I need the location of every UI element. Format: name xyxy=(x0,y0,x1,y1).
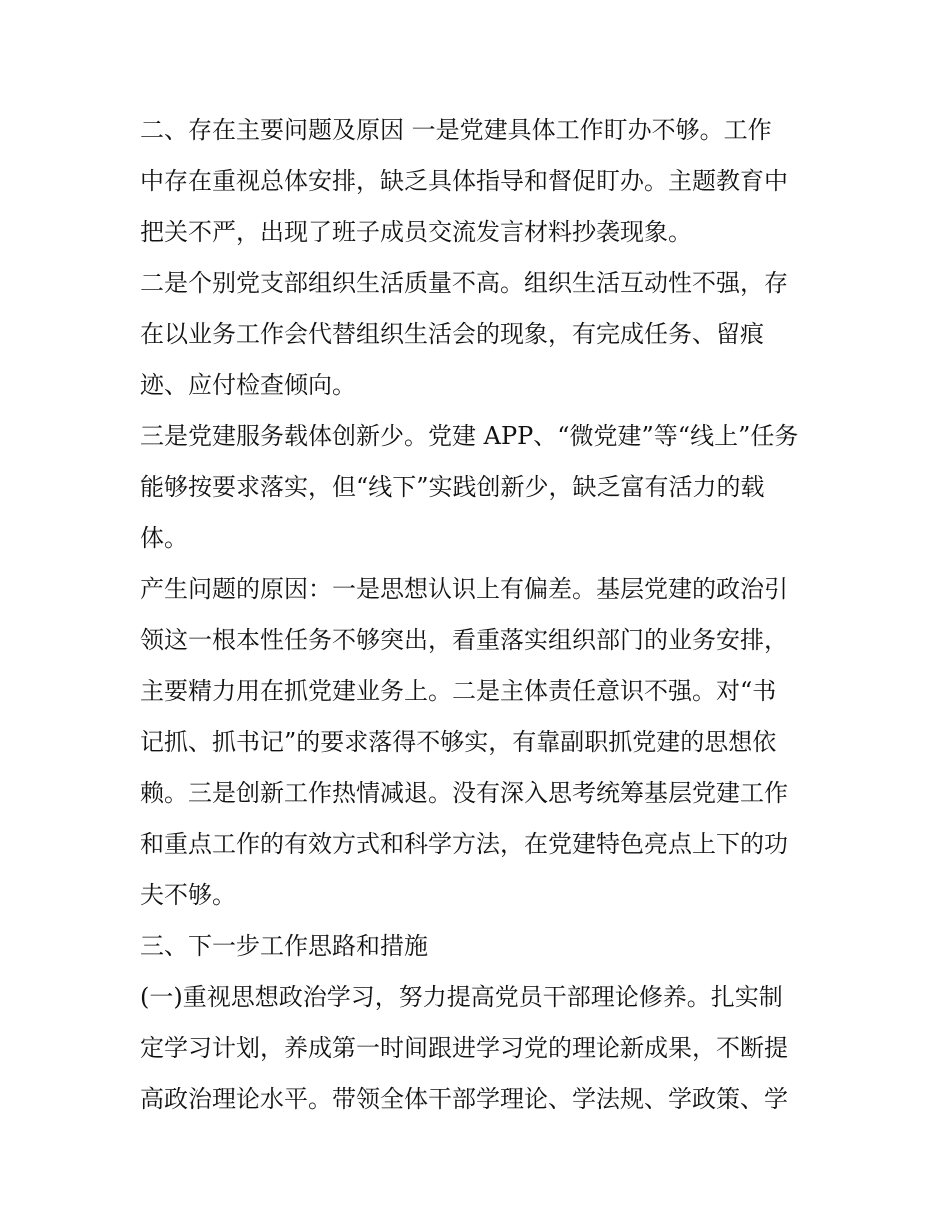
text-line-12: 主要精力用在抓党建业务上。二是主体责任意识不强。对“书 xyxy=(140,677,777,705)
text-line-13: 记抓、抓书记”的要求落得不够实，有靠副职抓党建的思想依 xyxy=(140,728,777,756)
text-line-10: 产生问题的原因：一是思想认识上有偏差。基层党建的政治引 xyxy=(140,575,788,603)
text-line-6: 迹、应付检查倾向。 xyxy=(140,371,356,399)
text-line-2: 中存在重视总体安排，缺乏具体指导和督促盯办。主题教育中 xyxy=(140,167,788,195)
text-line-19: 定学习计划，养成第一时间跟进学习党的理论新成果，不断提 xyxy=(140,1034,788,1062)
text-line-5: 在以业务工作会代替组织生活会的现象，有完成任务、留痕 xyxy=(140,320,764,348)
text-line-7: 三是党建服务载体创新少。党建 APP、“微党建”等“线上”任务 xyxy=(140,422,799,450)
text-line-4: 二是个别党支部组织生活质量不高。组织生活互动性不强，存 xyxy=(140,269,788,297)
text-line-11: 领这一根本性任务不够突出，看重落实组织部门的业务安排， xyxy=(140,626,788,654)
text-line-15: 和重点工作的有效方式和科学方法，在党建特色亮点上下的功 xyxy=(140,830,788,858)
text-line-16: 夫不够。 xyxy=(140,881,236,909)
text-line-17: 三、下一步工作思路和措施 xyxy=(140,932,428,960)
text-line-9: 体。 xyxy=(140,524,188,552)
text-line-3: 把关不严，出现了班子成员交流发言材料抄袭现象。 xyxy=(140,218,692,246)
text-line-18: (一)重视思想政治学习，努力提高党员干部理论修养。扎实制 xyxy=(140,983,783,1011)
text-line-8: 能够按要求落实，但“线下”实践创新少，缺乏富有活力的载 xyxy=(140,473,765,501)
document-body xyxy=(140,105,820,1125)
text-line-20: 高政治理论水平。带领全体干部学理论、学法规、学政策、学 xyxy=(140,1085,788,1113)
text-line-1: 二、存在主要问题及原因 一是党建具体工作盯办不够。工作 xyxy=(140,116,772,144)
text-line-14: 赖。三是创新工作热情减退。没有深入思考统筹基层党建工作 xyxy=(140,779,788,807)
